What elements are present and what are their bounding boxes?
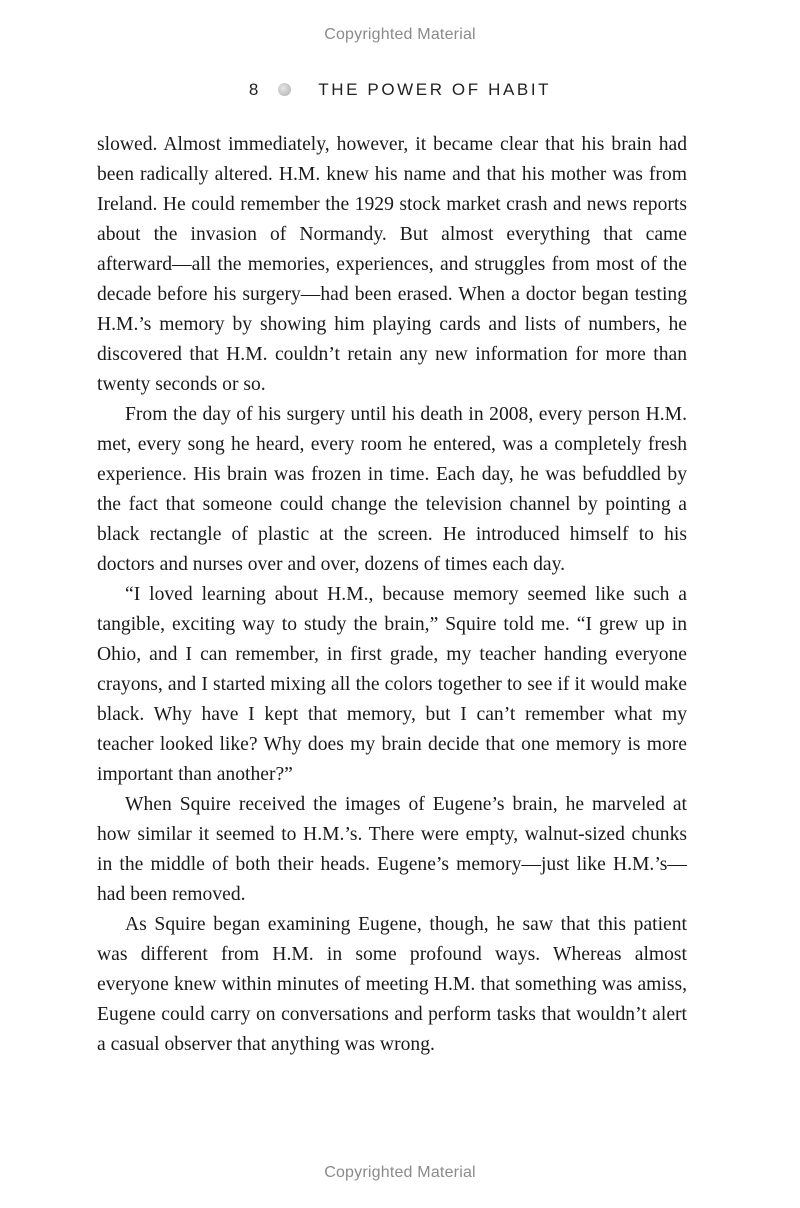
copyright-watermark-bottom: Copyrighted Material — [324, 1164, 476, 1181]
page-number: 8 — [248, 80, 261, 99]
paragraph: From the day of his surgery until his death in 2008, every person H.M. met, every song he heard, every room he entered, was a completely fresh experience. His brain was frozen in time. Each day, he was befuddled by the fact that someone could change the television channel by pointing a black rectangle of plastic at the screen. He introduced himself to his doctors and nurses over and over, dozens of times each day. — [97, 404, 687, 575]
book-title: THE POWER OF HABIT — [318, 80, 552, 99]
running-head — [0, 80, 800, 100]
paragraph: When Squire received the images of Eugene’s brain, he marveled at how similar it seemed to H.M.’s. There were empty, walnut-sized chunks in the middle of both their heads. Eugene’s memory—just like H.M.’s—had been removed. — [97, 794, 687, 905]
copyright-watermark-top: Copyrighted Material — [324, 26, 476, 43]
paragraph: As Squire began examining Eugene, though, he saw that this patient was different from H.M. in some profound ways. Whereas almost everyone knew within minutes of meeting H.M. that something was amiss, Eugene could carry on conversations and perform tasks that wouldn’t alert a casual observer that anything was wrong. — [97, 914, 687, 1055]
circle-ornament-icon — [278, 83, 291, 96]
paragraph: “I loved learning about H.M., because memory seemed like such a tangible, exciting way to study the brain,” Squire told me. “I grew up in Ohio, and I can remember, in first grade, my teacher handing everyone crayons, and I started mixing all the colors together to see if it would make black. Why have I kept that memory, but I can’t remember what my teacher looked like? Why does my brain decide that one memory is more important than another?” — [97, 584, 687, 785]
paragraph-continued: slowed. Almost immediately, however, it became clear that his brain had been radically altered. H.M. knew his name and that his mother was from Ireland. He could remember the 1929 stock market crash and news reports about the invasion of Normandy. But almost everything that came afterward—all the memories, experiences, and struggles from most of the decade before his surgery—had been erased. When a doctor began testing H.M.’s memory by showing him playing cards and lists of numbers, he discovered that H.M. couldn’t retain any new information for more than twenty seconds or so. — [97, 134, 687, 395]
body-text — [97, 130, 687, 1060]
